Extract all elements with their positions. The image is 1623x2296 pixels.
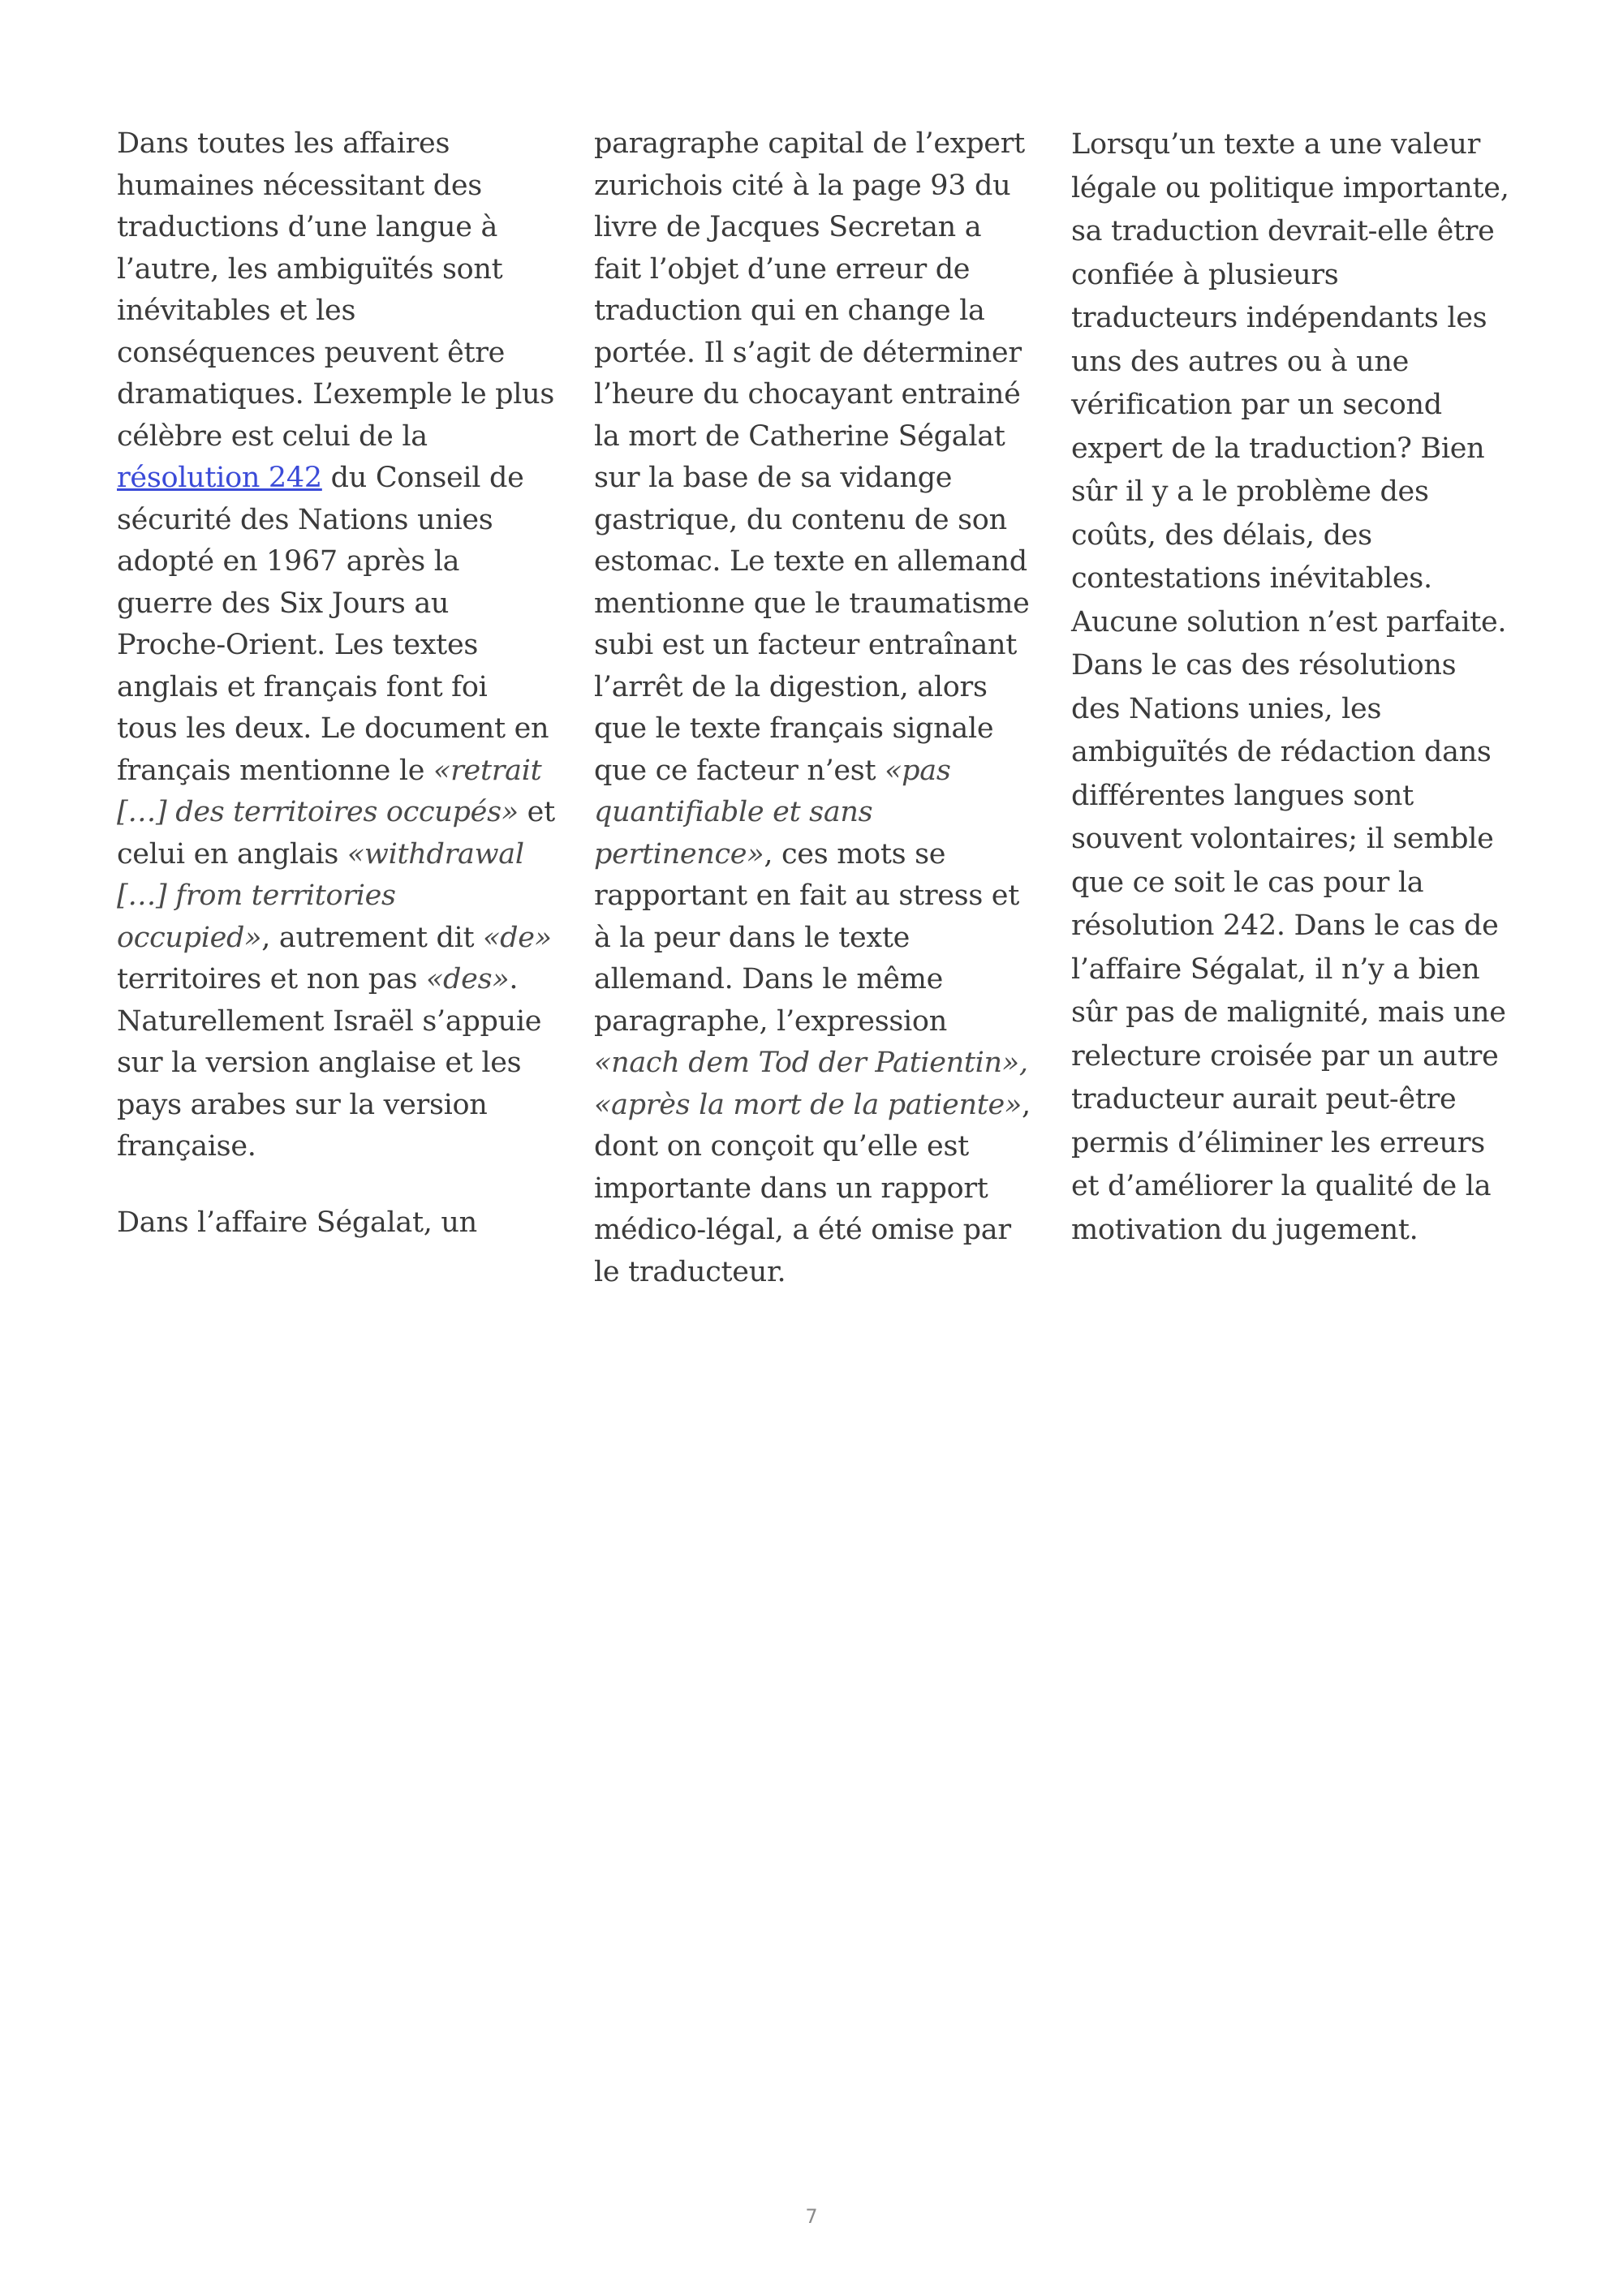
- text-run: . Naturellement Israël s’appuie sur la version anglaise et les pays arabes sur la version française.: [117, 963, 542, 1163]
- text-columns: [117, 123, 1509, 1293]
- paragraph-conclusion: Lorsqu’un texte a une valeur légale ou politique importante, sa traduction devrait-elle être confiée à plusieurs traducteurs indépendants les uns des autres ou à une vérification par un second expert de la traduction? Bien sûr il y a le problème des coûts, des délais, des contestations inévitables. Aucune solution n’est parfaite. Dans le cas des résolutions des Nations unies, les ambiguïtés de rédaction dans différentes langues sont souvent volontaires; il semble que ce soit le cas pour la résolution 242. Dans le cas de l’affaire Ségalat, il n’y a bien sûr pas de malignité, mais une relecture croisée par un autre traducteur aurait peut-être permis d’éliminer les erreurs et d’améliorer la qualité de la motivation du jugement.: [1071, 128, 1509, 1246]
- resolution-242-link[interactable]: résolution 242: [117, 462, 322, 494]
- text-run: du Conseil de sécurité des Nations unies adopté en 1967 après la guerre des Six Jours au Proche-Orient. Les textes anglais et français font foi tous les deux. Le document en français mentionne le: [117, 462, 549, 787]
- paragraph-segalat-start: Dans l’affaire Ségalat, un: [117, 1206, 477, 1239]
- word-de: «de»: [483, 921, 552, 954]
- text-run: ,: [1018, 1047, 1028, 1079]
- column-2: [594, 123, 1032, 1293]
- quote-french: «retrait […] des territoires occupés»: [117, 754, 542, 828]
- text-run: , autrement dit: [261, 921, 484, 954]
- quote-english: «withdrawal […] from territories occupied»: [117, 837, 524, 954]
- column-3: [1071, 123, 1509, 1293]
- text-run: territoires et non pas: [117, 963, 426, 995]
- text-run: paragraphe capital de l’expert zurichois cité à la page 93 du livre de Jacques Secretan a fait l’objet d’une erreur de traduction qui en change la portée. Il s’agit de déterminer l’heure du chocayant entrainé la mort de Catherine Ségalat sur la base de sa vidange gastrique, du contenu de son estomac. Le texte en allemand mentionne que le traumatisme subi est un facteur entraînant l’arrêt de la digestion, alors que le texte français signale que ce facteur n’est: [594, 127, 1030, 787]
- quote-apres-la-mort: «après la mort de la patiente»: [594, 1088, 1022, 1121]
- page-number: 7: [805, 2205, 818, 2228]
- quote-pas-quantifiable: «pas quantifiable et sans pertinence»: [594, 754, 951, 871]
- paragraph-resolution-242: [117, 123, 555, 1168]
- text-run: , ces mots se rapportant en fait au stress et à la peur dans le texte allemand. Dans le même paragraphe, l’expression: [594, 837, 1019, 1038]
- text-run: et celui en anglais: [117, 796, 555, 871]
- paragraph-segalat-continued: [594, 123, 1032, 1293]
- text-run: , dont on conçoit qu’elle est importante dans un rapport médico-légal, a été omise par le traducteur.: [594, 1088, 1031, 1288]
- text-run: Dans toutes les affaires humaines nécessitant des traductions d’une langue à l’autre, les ambiguïtés sont inévitables et les conséquences peuvent être dramatiques. L’exemple le plus célèbre est celui de la: [117, 127, 555, 453]
- word-des: «des»: [425, 963, 510, 995]
- column-1: [117, 123, 555, 1293]
- quote-nach-dem-tod: «nach dem Tod der Patientin»: [594, 1047, 1019, 1079]
